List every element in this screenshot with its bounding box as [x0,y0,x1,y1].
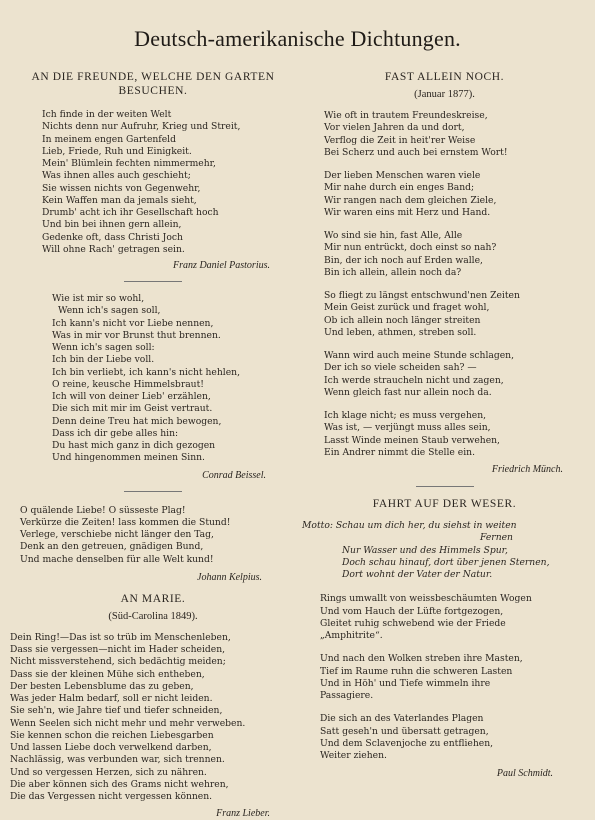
author-schmidt: Paul Schmidt. [496,768,553,780]
motto-label: Motto: [302,520,333,531]
poem-line: Gleitet ruhig schwebend wie der Friede [320,617,506,629]
poem-line: Ob ich allein noch länger streiten [324,314,481,326]
page-title: Deutsch-amerikanische Dichtungen. [134,26,461,51]
poem-line: Verflog die Zeit in heit'rer Weise [324,134,476,146]
poem-line: Bin ich allein, allein noch da? [324,266,462,278]
poem-line: Wenn Seelen sich nicht mehr und mehr verweben. [10,717,246,729]
author-beissel: Conrad Beissel. [202,469,266,481]
poem-line: Die das Vergessen nicht vergessen können. [10,791,213,802]
poem-line: O reine, keusche Himmelsbraut! [52,378,204,390]
poem-line: Und so vergessen Herzen, sich zu nähren. [10,766,207,778]
poem-subtitle-fast-allein-noch: (Januar 1877). [414,89,475,100]
poem-line: Kein Waffen man da jemals sieht, [42,194,197,206]
poem-line: Denn deine Treu hat mich bewogen, [52,415,222,427]
poem-line: Bei Scherz und auch bei ernstem Wort! [324,146,508,158]
poem-line: Und mache denselben für alle Welt kund! [20,553,214,565]
poem-line: Mir nahe durch ein enges Band; [324,182,475,194]
divider [124,491,182,492]
poem-line: O quälende Liebe! O süsseste Plag! [20,504,186,516]
poem-line: Verkürze die Zeiten! lass kommen die Stund! [20,516,231,528]
stanza [320,593,587,642]
poem-line: Mein Geist zurück und fraget wohl, [324,302,490,314]
poem-line: Wir rangen nach dem gleichen Ziele, [324,194,497,206]
poem-title-an-die-freunde-line2: BESUCHEN. [118,85,188,97]
poem-line: Lasst Winde meinen Staub verwehen, [324,434,500,446]
poem-fast-allein-noch [302,110,587,459]
stanza [324,170,587,219]
poem-line: Ich werde straucheln nicht und zagen, [324,374,504,386]
stanza [320,653,587,702]
poem-line: Die sich mit mir im Geist vertraut. [52,403,213,415]
author-kelpius: Johann Kelpius. [197,571,262,583]
poem-o-quaelende-liebe [10,505,296,566]
poem-line: Ein Andrer nimmt die Stelle ein. [324,446,475,458]
poem-line: Und bin bei ihnen gern allein, [42,219,182,231]
stanza [324,290,587,339]
poem-line: Was ist, — verjüngt muss alles sein, [324,422,491,434]
poem-fahrt-auf-der-weser [302,593,587,762]
poem-line: Wenn ich's sagen soll: [52,342,155,353]
poem-line: Mein' Blümlein fechten nimmermehr, [42,158,216,169]
poem-line: Der lieben Menschen waren viele [324,170,481,181]
poem-an-marie [10,632,296,804]
poem-line: Ich bin der Liebe voll. [52,354,155,366]
poem-line: Wir waren eins mit Herz und Hand. [324,206,491,218]
poem-line: Wenn ich's sagen soll, [58,305,161,317]
poem-line: Ich finde in der weiten Welt [42,109,172,120]
poem-line: So fliegt zu längst entschwund'nen Zeiten [324,290,520,301]
author-muench: Friedrich Münch. [491,464,563,475]
stanza [320,713,587,762]
poem-line: Satt geseh'n und übersatt getragen, [320,725,489,737]
poem-line: Sie kennen schon die reichen Liebesgarben [10,729,214,741]
poem-line: Ich kann's nicht vor Liebe nennen, [52,317,214,329]
poem-line: Und vom Hauch der Lüfte fortgezogen, [320,605,504,617]
poem-line: Die sich an des Vaterlandes Plagen [320,713,484,725]
poem-line: Sie seh'n, wie Jahre tief und tiefer schneiden, [10,705,223,717]
divider [416,486,474,487]
motto-line: Nur Wasser und des Himmels Spur, [342,544,508,556]
poem-line: „Amphitrite“. [320,630,383,641]
motto-line: Schau um dich her, du siehst in weiten [335,520,517,531]
poem-title-fahrt-auf-der-weser: FAHRT AUF DER WESER. [372,498,517,510]
poem-line: Ich bin verliebt, ich kann's nicht hehlen, [52,366,240,378]
poem-line: Wo sind sie hin, fast Alle, Alle [324,230,463,241]
poem-line: Nicht missverstehend, sich bedächtig meiden; [10,656,226,668]
motto-line: Fernen [480,532,513,544]
poem-line: Nachlässig, was verbunden war, sich trennen. [10,754,225,766]
right-column [302,70,587,780]
author-lieber: Franz Lieber. [216,808,270,820]
poem-line: Tief im Raume ruhn die schweren Lasten [320,665,513,677]
poem-line: Weiter ziehen. [320,750,387,761]
poem-title-an-marie: AN MARIE. [120,592,186,605]
poem-line: Der besten Lebensblume das zu geben, [10,680,194,692]
poem-line: Mir nun entrückt, doch einst so nah? [324,242,497,254]
motto-line: Doch schau hinauf, dort über jenen Sternen, [342,556,550,568]
poem-line: Wie ist mir so wohl, [52,293,145,304]
poem-line: Ich will von deiner Lieb' erzählen, [52,391,211,402]
poem-line: Und leben, athmen, streben soll. [324,326,477,338]
poem-line: Dass sie der kleinen Mühe sich entheben, [10,668,205,680]
poem-line: Die aber können sich des Grams nicht wehren, [10,778,229,790]
poem-line: Du hast mich ganz in dich gezogen [52,440,216,451]
poem-line: Passagiere. [320,690,374,701]
poem-line: Rings umwallt von weissbeschäumten Wogen [320,593,532,605]
poem-line: Was in mir vor Brunst thut brennen. [52,329,221,341]
stanza [324,110,587,159]
poem-line: In meinem engen Gartenfeld [42,133,176,145]
poem-line: Dass sie vergessen—nicht im Hader scheiden, [10,644,226,655]
motto [302,520,587,581]
author-pastorius: Franz Daniel Pastorius. [173,260,270,271]
poem-line: Gedenke oft, dass Christi Joch [42,231,183,243]
poem-line: Und lassen Liebe doch verwelkend darben, [10,742,212,753]
poem-line: Sie wissen nichts von Gegenwehr, [42,182,201,194]
poem-line: Ich klage nicht; es muss vergehen, [324,410,487,421]
poem-line: Drumb' acht ich ihr Gesellschaft hoch [42,207,219,218]
poem-line: Wann wird auch meine Stunde schlagen, [324,350,515,361]
poem-line: Will ohne Rach' getragen sein. [42,243,185,255]
poem-line: Und in Höh' und Tiefe wimmeln ihre [320,677,491,689]
poem-line: Der ich so viele scheiden sah? — [324,362,477,374]
poem-line: Dein Ring!—Das ist so trüb im Menschenleben, [10,631,231,643]
stanza [324,410,587,459]
poem-line: Verlege, verschiebe nicht länger den Tag, [20,529,214,540]
poem-title-an-die-freunde: AN DIE FREUNDE, WELCHE DEN GARTEN [31,71,275,83]
poem-subtitle-an-marie: (Süd-Carolina 1849). [108,610,198,622]
poem-title-fast-allein-noch: FAST ALLEIN NOCH. [384,71,505,83]
poem-line: Wenn gleich fast nur allein noch da. [324,386,492,398]
poem-line: Was jeder Halm bedarf, soll er nicht leiden. [10,693,213,704]
poem-line: Was ihnen alles auch geschieht; [42,170,191,182]
poem-line: Und hingenommen meinen Sinn. [52,452,205,464]
poem-line: Vor vielen Jahren da und dort, [324,122,465,134]
stanza [324,350,587,399]
poem-line: Und dem Sclavenjoche zu entfliehen, [320,737,494,749]
poem-line: Denk an den getreuen, gnädigen Bund, [20,541,204,553]
poem-line: Dass ich dir gebe alles hin: [52,427,179,439]
motto-line: Dort wohnt der Vater der Natur. [342,569,493,580]
poem-line: Lieb, Friede, Ruh und Einigkeit. [42,145,192,157]
poem-wie-ist-mir-so-wohl [10,293,296,465]
poem-line: Nichts denn nur Aufruhr, Krieg und Streit, [42,121,241,133]
stanza [324,230,587,279]
left-column [10,70,296,820]
poem-an-die-freunde [10,109,296,256]
poem-line: Bin, der ich noch auf Erden walle, [324,254,483,266]
poem-line: Wie oft in trautem Freundeskreise, [324,110,488,121]
poem-line: Und nach den Wolken streben ihre Masten, [320,653,523,665]
divider [124,281,182,282]
